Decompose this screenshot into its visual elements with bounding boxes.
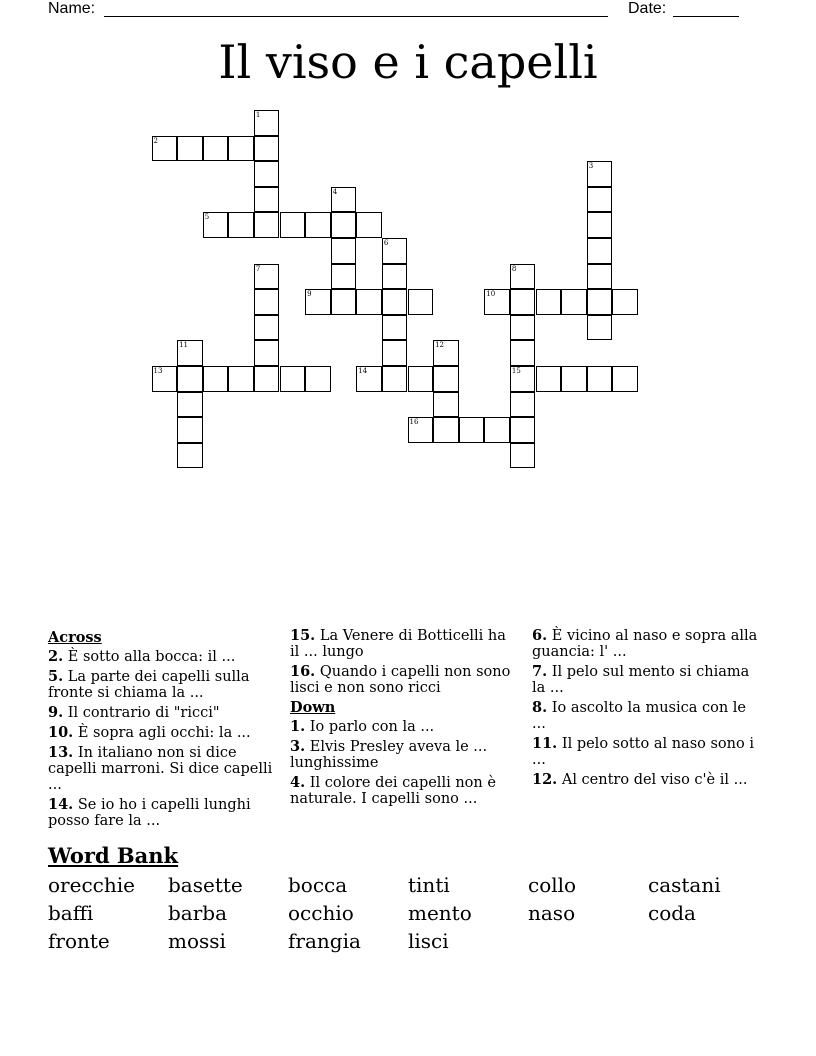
crossword-cell[interactable]: [228, 136, 254, 162]
crossword-cell[interactable]: [587, 264, 613, 290]
page-title: Il viso e i capelli: [218, 35, 598, 89]
clue: [532, 736, 758, 768]
crossword-cell[interactable]: [433, 366, 459, 392]
crossword-cell[interactable]: [459, 417, 485, 443]
clue-text: Il pelo sul mento si chiama la ...: [532, 664, 750, 696]
word-bank-item: fronte: [48, 929, 110, 953]
cell-number: 13: [153, 367, 163, 375]
word-bank-item: baffi: [48, 901, 94, 925]
clue-text: In italiano non si dice capelli marroni. Si dice capelli ...: [48, 745, 273, 793]
clue-text: Elvis Presley aveva le ... lunghissime: [290, 739, 488, 771]
clue-text: Io ascolto la musica con le ...: [532, 700, 747, 732]
cell-number: 4: [332, 187, 338, 196]
crossword-cell[interactable]: [203, 136, 229, 162]
crossword-cell[interactable]: [510, 392, 536, 418]
crossword-cell[interactable]: [254, 264, 280, 290]
word-bank-item: occhio: [288, 901, 354, 925]
crossword-cell[interactable]: [587, 161, 613, 187]
clue: [48, 705, 274, 721]
clue-text: Il pelo sotto al naso sono i ...: [532, 736, 754, 768]
word-bank-item: coda: [648, 901, 696, 925]
crossword-cell[interactable]: [177, 136, 203, 162]
clue-number: 10.: [48, 724, 74, 741]
clues-column-2: [290, 628, 516, 811]
crossword-cell[interactable]: [331, 238, 357, 264]
clue-number: 14.: [48, 796, 74, 813]
crossword-cell[interactable]: [254, 340, 280, 366]
cell-number: 7: [255, 264, 261, 273]
clue-number: 13.: [48, 744, 74, 761]
down-clue-list: [290, 719, 516, 807]
clue: [290, 739, 516, 771]
crossword-cell[interactable]: [408, 366, 434, 392]
crossword-cell[interactable]: [254, 366, 280, 392]
crossword-cell[interactable]: [510, 264, 536, 290]
clue-number: 16.: [290, 663, 316, 680]
crossword-cell[interactable]: [254, 187, 280, 213]
clue-number: 4.: [290, 774, 306, 791]
clue-text: Quando i capelli non sono lisci e non sono ricci: [290, 664, 511, 696]
crossword-cell[interactable]: [177, 392, 203, 418]
crossword-cell[interactable]: [254, 315, 280, 341]
word-bank-title: Word Bank: [48, 843, 179, 868]
crossword-cell[interactable]: [536, 366, 562, 392]
crossword-cell[interactable]: [152, 136, 178, 162]
crossword-cell[interactable]: [587, 212, 613, 238]
crossword-cell[interactable]: [382, 289, 408, 315]
cell-number: 1: [255, 111, 261, 119]
crossword-cell[interactable]: [587, 315, 613, 341]
clue: [532, 628, 758, 660]
clue-text: Il contrario di "ricci": [63, 705, 220, 721]
clue-text: Il colore dei capelli non è naturale. I capelli sono ...: [290, 775, 496, 807]
crossword-cell[interactable]: [587, 289, 613, 315]
crossword-cell[interactable]: [254, 136, 280, 162]
clue: [48, 797, 274, 829]
word-bank-item: frangia: [288, 929, 361, 953]
word-bank-item: mento: [408, 901, 472, 925]
cell-number: 16: [409, 418, 419, 427]
crossword-cell[interactable]: [228, 212, 254, 238]
word-bank-item: collo: [528, 873, 577, 897]
word-bank-item: naso: [528, 901, 576, 925]
crossword-cell[interactable]: [280, 212, 306, 238]
cell-number: 11: [179, 341, 189, 350]
crossword-cell[interactable]: [331, 264, 357, 290]
cell-number: 12: [435, 341, 445, 350]
crossword-cell[interactable]: [331, 289, 357, 315]
word-bank-item: orecchie: [48, 873, 135, 897]
word-bank: [48, 843, 768, 953]
clue-number: 8.: [532, 699, 548, 716]
word-bank-item: basette: [168, 873, 243, 897]
crossword-cell[interactable]: [280, 366, 306, 392]
crossword-cell[interactable]: [433, 340, 459, 366]
crossword-cell[interactable]: [305, 366, 331, 392]
crossword-cell[interactable]: [561, 366, 587, 392]
cell-number: 3: [588, 162, 594, 171]
clue: [48, 745, 274, 793]
crossword-cell[interactable]: [510, 366, 536, 392]
crossword-cell[interactable]: [305, 289, 331, 315]
clue-text: Al centro del viso c'è il ...: [557, 772, 748, 788]
clues-column-3: [532, 628, 758, 792]
crossword-cell[interactable]: [433, 417, 459, 443]
across-clue-list-continued: [290, 628, 516, 696]
cell-number: 6: [383, 239, 389, 247]
clue-number: 9.: [48, 704, 64, 721]
cell-number: 8: [511, 264, 517, 273]
crossword-cell[interactable]: [510, 417, 536, 443]
crossword-cell[interactable]: [356, 289, 382, 315]
crossword-cell[interactable]: [356, 212, 382, 238]
crossword-cell[interactable]: [382, 238, 408, 264]
crossword-cell[interactable]: [305, 212, 331, 238]
clue-text: È sotto alla bocca: il ...: [63, 649, 236, 665]
cell-number: 15: [511, 367, 521, 375]
crossword-cell[interactable]: [587, 238, 613, 264]
clues-column-1: [48, 628, 274, 833]
clue: [532, 772, 758, 788]
word-bank-list: [48, 873, 768, 953]
clue: [532, 700, 758, 732]
down-heading: Down: [290, 699, 336, 716]
crossword-cell[interactable]: [177, 340, 203, 366]
clue: [290, 664, 516, 696]
clue-number: 7.: [532, 663, 548, 680]
clue-number: 11.: [532, 735, 558, 752]
clue-text: La parte dei capelli sulla fronte si chiama la ...: [48, 669, 250, 701]
clue: [48, 669, 274, 701]
crossword-cell[interactable]: [331, 212, 357, 238]
crossword-cell[interactable]: [536, 289, 562, 315]
clue: [290, 775, 516, 807]
crossword-cell[interactable]: [587, 187, 613, 213]
crossword-cell[interactable]: [510, 443, 536, 469]
clue: [48, 649, 274, 665]
word-bank-item: bocca: [288, 873, 348, 897]
clue-number: 15.: [290, 627, 316, 644]
crossword-cell[interactable]: [331, 187, 357, 213]
cell-number: 2: [153, 136, 158, 145]
clue-number: 6.: [532, 627, 548, 644]
clue: [48, 725, 274, 741]
crossword-cell[interactable]: [356, 366, 382, 392]
crossword-cell[interactable]: [408, 289, 434, 315]
crossword-cell[interactable]: [228, 366, 254, 392]
clue-number: 1.: [290, 718, 306, 735]
crossword-cell[interactable]: [203, 212, 229, 238]
clue: [532, 664, 758, 696]
crossword-cell[interactable]: [612, 289, 638, 315]
word-bank-item: mossi: [168, 929, 226, 953]
crossword-cell[interactable]: [433, 392, 459, 418]
clue-number: 12.: [532, 771, 558, 788]
cell-number: 10: [486, 290, 496, 299]
crossword-cell[interactable]: [510, 289, 536, 315]
clue-number: 3.: [290, 738, 306, 755]
clue-number: 5.: [48, 668, 64, 685]
crossword-cell[interactable]: [254, 289, 280, 315]
crossword-cell[interactable]: [203, 366, 229, 392]
date-label: Date:: [628, 0, 667, 17]
clue-number: 2.: [48, 648, 64, 665]
across-heading: Across: [48, 629, 102, 646]
down-clue-list-continued: [532, 628, 758, 788]
word-bank-item: barba: [168, 901, 228, 925]
crossword-cell[interactable]: [561, 289, 587, 315]
across-clue-list: [48, 649, 274, 829]
crossword-cell[interactable]: [408, 417, 434, 443]
crossword-cell[interactable]: [484, 289, 510, 315]
word-bank-item: castani: [648, 873, 721, 897]
clue: [290, 628, 516, 660]
word-bank-item: lisci: [408, 929, 449, 953]
clue-text: È vicino al naso e sopra alla guancia: l' ...: [532, 628, 758, 660]
crossword-cell[interactable]: [177, 443, 203, 469]
crossword-cell[interactable]: [484, 417, 510, 443]
clue-text: La Venere di Botticelli ha il ... lungo: [290, 628, 506, 660]
crossword-cell[interactable]: [254, 161, 280, 187]
clue-text: Io parlo con la ...: [305, 719, 435, 735]
crossword-cell[interactable]: [382, 315, 408, 341]
crossword-cell[interactable]: [382, 264, 408, 290]
name-label: Name:: [48, 0, 96, 17]
crossword-cell[interactable]: [587, 366, 613, 392]
clue-text: È sopra agli occhi: la ...: [73, 725, 251, 741]
cell-number: 9: [307, 290, 312, 299]
crossword-grid: [0, 0, 816, 480]
crossword-cell[interactable]: [254, 110, 280, 136]
crossword-cell[interactable]: [510, 340, 536, 366]
crossword-cell[interactable]: [510, 315, 536, 341]
cell-number: 14: [358, 367, 368, 375]
crossword-cell[interactable]: [177, 366, 203, 392]
crossword-cell[interactable]: [152, 366, 178, 392]
word-bank-item: tinti: [408, 873, 450, 897]
clue: [290, 719, 516, 735]
crossword-cell[interactable]: [254, 212, 280, 238]
crossword-cell[interactable]: [382, 366, 408, 392]
crossword-cell[interactable]: [177, 417, 203, 443]
cell-number: 5: [204, 213, 210, 222]
crossword-cell[interactable]: [612, 366, 638, 392]
crossword-cell[interactable]: [382, 340, 408, 366]
clue-text: Se io ho i capelli lunghi posso fare la ...: [48, 797, 251, 829]
